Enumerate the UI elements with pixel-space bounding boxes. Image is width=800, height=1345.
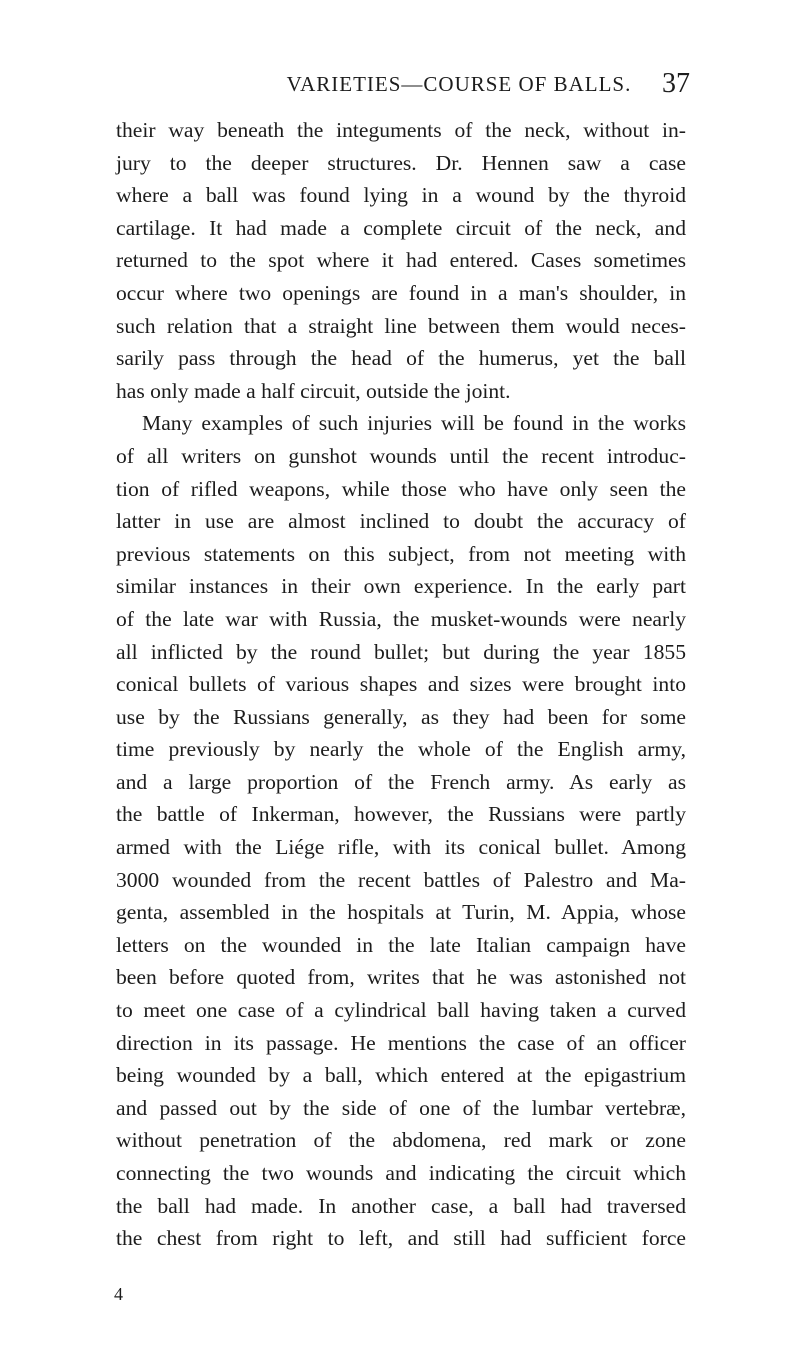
- text-line: without penetration of the abdomena, red mark or zone: [116, 1128, 686, 1153]
- text-line: their way beneath the integuments of the neck, without in-: [116, 118, 686, 142]
- text-line: use by the Russians generally, as they had been for some: [116, 704, 686, 729]
- text-line: the ball had made. In another case, a ball had traversed: [116, 1193, 686, 1218]
- text-line: Many examples of such injuries will be found in the works: [142, 411, 686, 436]
- text-line: sarily pass through the head of the humerus, yet the ball: [116, 346, 686, 371]
- text-line: and a large proportion of the French army. As early as: [116, 769, 686, 794]
- text-line: conical bullets of various shapes and sizes were brought into: [116, 672, 686, 697]
- text-line: returned to the spot where it had entered. Cases sometimes: [116, 248, 686, 273]
- text-line: has only made a half circuit, outside the joint.: [116, 378, 511, 403]
- page-number: 37: [662, 68, 690, 99]
- text-line: tion of rifled weapons, while those who have only seen the: [116, 476, 686, 501]
- text-line: all inflicted by the round bullet; but during the year 1855: [116, 639, 686, 664]
- text-line: armed with the Liége rifle, with its conical bullet. Among: [116, 835, 686, 860]
- text-line: direction in its passage. He mentions the case of an officer: [116, 1030, 686, 1055]
- text-line: time previously by nearly the whole of the English army,: [116, 737, 686, 762]
- body-text: [116, 114, 686, 1255]
- page-header: [230, 68, 690, 102]
- running-head: VARIETIES—COURSE OF BALLS.: [286, 72, 632, 96]
- text-line: the chest from right to left, and still had sufficient force: [116, 1226, 686, 1251]
- text-line: and passed out by the side of one of the lumbar vertebræ,: [116, 1095, 686, 1120]
- text-line: latter in use are almost inclined to doubt the accuracy of: [116, 509, 686, 534]
- text-line: genta, assembled in the hospitals at Turin, M. Appia, whose: [116, 900, 686, 925]
- text-line: where a ball was found lying in a wound by the thyroid: [116, 183, 686, 208]
- text-line: been before quoted from, writes that he was astonished not: [116, 965, 686, 990]
- text-line: the battle of Inkerman, however, the Russians were partly: [116, 802, 686, 827]
- text-line: 3000 wounded from the recent battles of Palestro and Ma-: [116, 867, 686, 892]
- text-line: of the late war with Russia, the musket-wounds were nearly: [116, 606, 686, 631]
- text-line: similar instances in their own experience. In the early part: [116, 574, 686, 599]
- text-line: being wounded by a ball, which entered at the epigastrium: [116, 1063, 686, 1088]
- text-line: jury to the deeper structures. Dr. Hennen saw a case: [116, 150, 686, 175]
- text-line: cartilage. It had made a complete circuit of the neck, and: [116, 215, 686, 240]
- text-line: such relation that a straight line between them would neces-: [116, 313, 686, 338]
- text-line: letters on the wounded in the late Italian campaign have: [116, 932, 686, 957]
- text-line: occur where two openings are found in a man's shoulder, in: [116, 280, 686, 305]
- signature-mark: 4: [114, 1284, 123, 1304]
- text-line: of all writers on gunshot wounds until the recent introduc-: [116, 443, 686, 468]
- text-line: previous statements on this subject, from not meeting with: [116, 541, 686, 566]
- text-line: connecting the two wounds and indicating the circuit which: [116, 1161, 686, 1185]
- text-line: to meet one case of a cylindrical ball having taken a curved: [116, 998, 686, 1023]
